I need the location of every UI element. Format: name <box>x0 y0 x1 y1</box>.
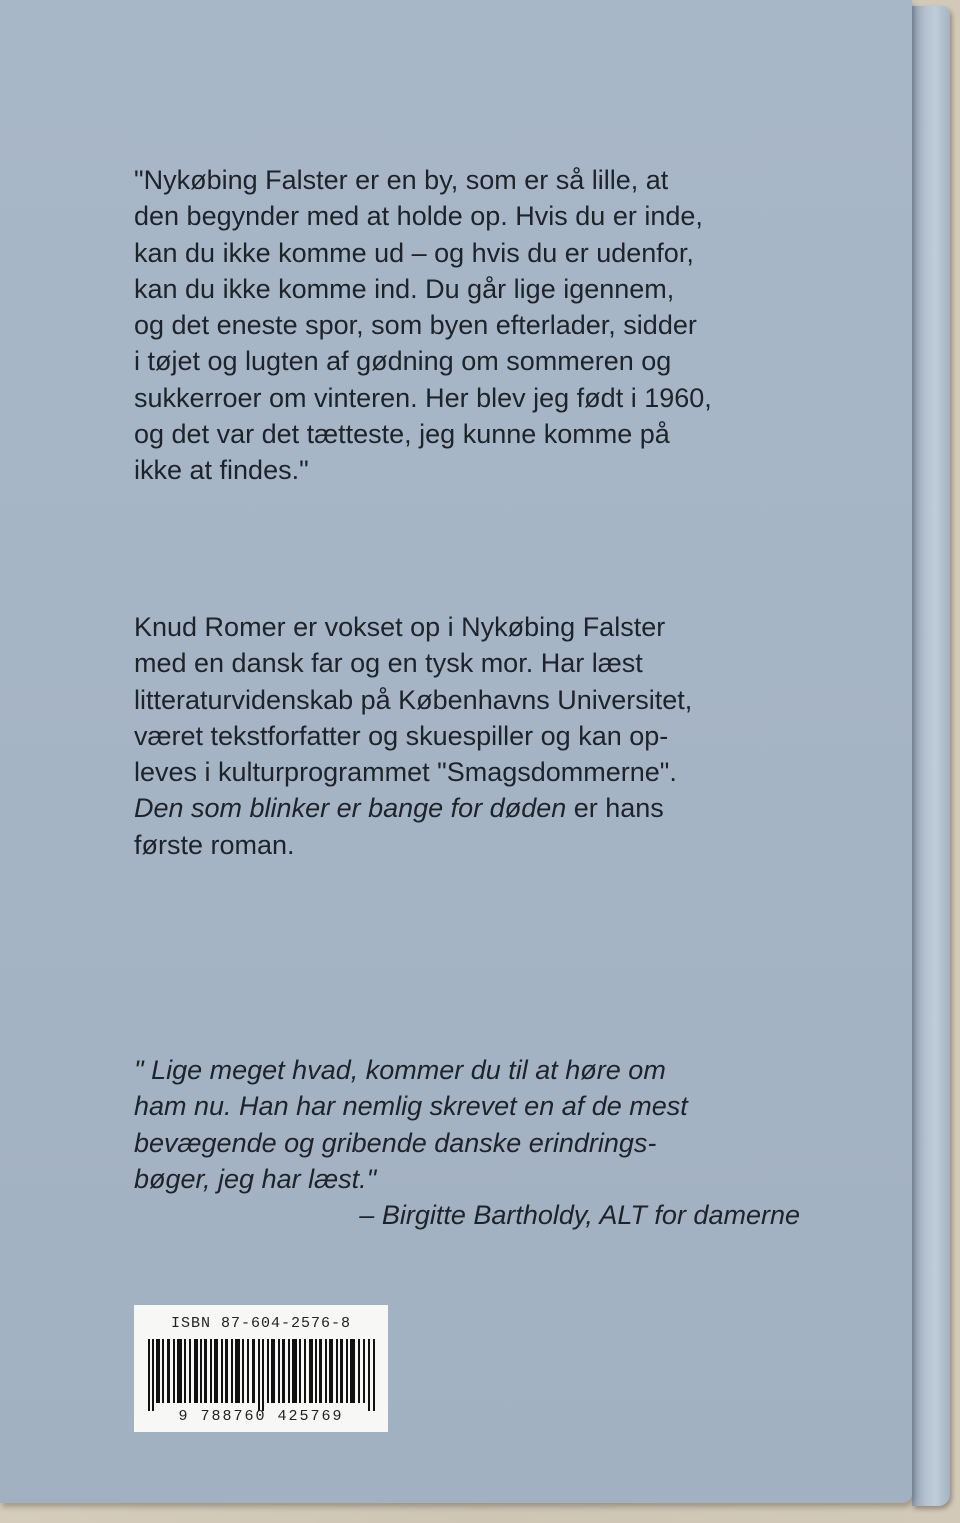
barcode-label <box>134 1305 388 1432</box>
book-title: Den som blinker er bange for døden <box>134 793 567 824</box>
review-attribution: – Birgitte Bartholdy, ALT for damerne <box>359 1200 800 1230</box>
review-quote: " Lige meget hvad, kommer du til at høre om ham nu. Han har nemlig skrevet en af de mest bevægende og gribende danske erindrings- bøger, jeg har læst." <box>134 1055 688 1194</box>
barcode-icon <box>148 1339 376 1411</box>
bio-text-start: Knud Romer er vokset op i Nykøbing Falster med en dansk far og en tysk mor. Har læst litteraturvidenskab på Københavns Universitet, været tekstforfatter og skuespiller og kan op- leves i kulturprogrammet "Smagsdommerne". <box>134 612 693 788</box>
barcode-number: 9 788760 425769 <box>178 1408 344 1425</box>
bio-text-end: er hans første roman. <box>134 793 664 860</box>
author-bio <box>134 609 824 863</box>
isbn-number: ISBN 87-604-2576-8 <box>170 1315 352 1332</box>
author-quote: "Nykøbing Falster er en by, som er så lille, at den begynder med at holde op. Hvis du er inde, kan du ikke komme ud – og hvis du er udenfor, kan du ikke komme ind. Du går lige igennem, og det eneste spor, som byen efterlader, sidder i tøjet og lugten af gødning om sommeren og sukkerroer om vinteren. Her blev jeg født i 1960, og det var det tætteste, jeg kunne komme på ikke at findes." <box>134 165 712 486</box>
book-spine <box>912 6 950 1506</box>
